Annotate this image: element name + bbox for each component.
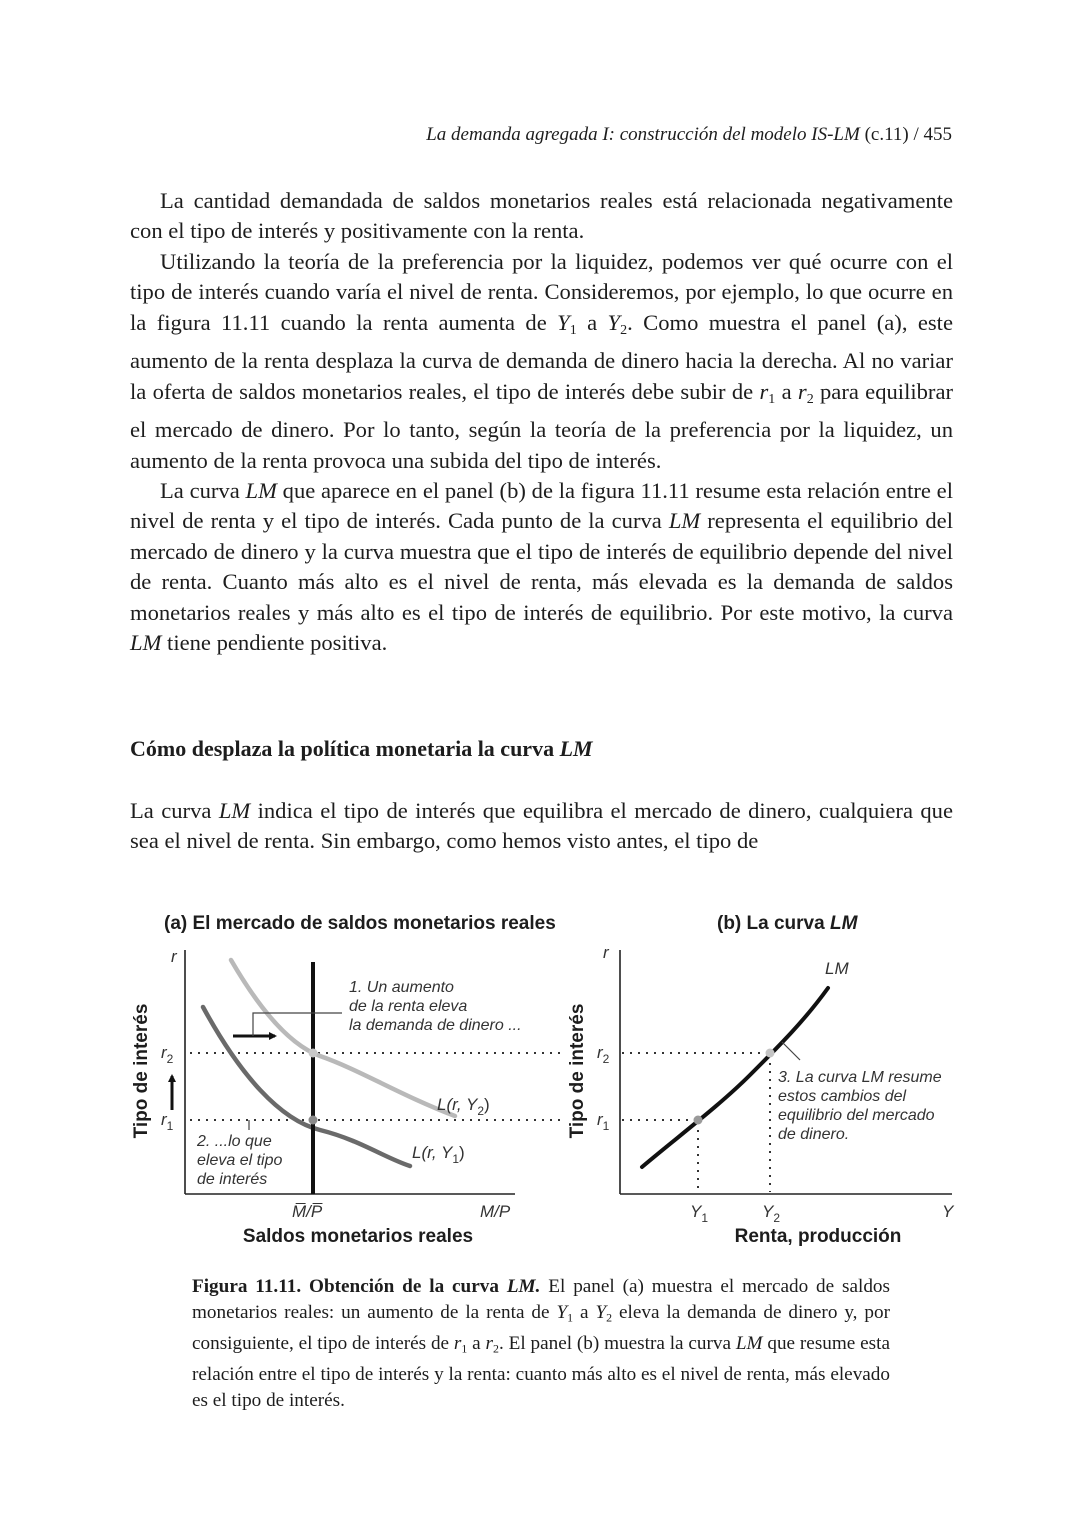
note-2: 2. ...lo que eleva el tipo de interés — [197, 1133, 283, 1188]
running-title: La demanda agregada I: construcción del modelo IS-LM — [426, 124, 860, 145]
note3-leader — [782, 1042, 800, 1060]
panel-b-y2-label: $Y_2$ — [762, 1202, 781, 1225]
chapter-ref: (c.11) — [864, 124, 909, 145]
equilibrium-point-1 — [309, 1116, 318, 1125]
panel-a-y-var: r — [171, 947, 177, 966]
lm-curve-label: LM — [825, 959, 849, 978]
page-number: 455 — [923, 124, 952, 145]
panel-a-y-title: Tipo de interés — [131, 1003, 152, 1139]
panel-a-title: (a) El mercado de saldos monetarios reales — [164, 913, 556, 934]
panel-b-y1-label: $Y_1$ — [690, 1202, 709, 1225]
panel-a-r1-label: $r_1$ — [161, 1110, 174, 1133]
body-text-block — [130, 186, 953, 659]
curve-y1-label: L(r, $Y_1$) — [412, 1143, 465, 1166]
lm-point-1 — [694, 1116, 703, 1125]
section-heading: Cómo desplaza la política monetaria la curva LM — [130, 736, 593, 761]
note-1: 1. Un aumento de la renta eleva la demanda de dinero ... — [349, 979, 522, 1034]
panel-b-r2-label: $r_2$ — [597, 1043, 610, 1066]
panel-a-x-title: Saldos monetarios reales — [242, 1226, 474, 1247]
note1-leader — [253, 1013, 342, 1036]
panel-b-x-var: Y — [942, 1202, 954, 1221]
supply-label: M̅/P̅ — [292, 1202, 323, 1221]
panel-b-y-title: Tipo de interés — [567, 1003, 588, 1139]
paragraph-2: Utilizando la teoría de la preferencia por la liquidez, podemos ver qué ocurre con el tipo de interés cuando varía el nivel de renta. Consideremos, por ejemplo, lo que ocurre en la figura 11.11 cuando la renta aumenta de $Y_1$ a $Y_2$. Como muestra el panel (a), este aumento de la renta desplaza la curva de demanda de dinero hacia la derecha. Al no variar la oferta de saldos monetarios reales, el tipo de interés debe subir de $r_1$ a $r_2$ para equilibrar el mercado de dinero. Por lo tanto, según la teoría de la preferencia por la liquidez, un aumento de la renta provoca una subida del tipo de interés. — [130, 248, 953, 473]
paragraph-1: La cantidad demandada de saldos monetarios reales está relacionada negativamente con el tipo de interés y positivamente con la renta. — [130, 188, 953, 244]
panel-b-r1-label: $r_1$ — [597, 1110, 610, 1133]
panel-a-x-var: M/P — [480, 1202, 511, 1221]
header-separator: / — [913, 124, 919, 145]
body-text-block-2 — [130, 796, 953, 857]
panel-a-r2-label: $r_2$ — [161, 1043, 174, 1066]
figure-caption: Figura 11.11. Obtención de la curva LM. El panel (a) muestra el mercado de saldos monetarios reales: un aumento de la renta de $Y_1$ a $Y_2$ eleva la demanda de dinero y, por consiguiente, el tipo de interés de $r_1$ a $r_2$. El panel (b) muestra la curva LM que resume esta relación entre el tipo de interés y la renta: cuanto más alto es el nivel de renta, más elevado es el tipo de interés. — [192, 1276, 890, 1411]
lm-point-2 — [766, 1049, 775, 1058]
running-header — [130, 124, 952, 146]
panel-b-title: (b) La curva LM — [717, 913, 858, 934]
curve-y2-label: L(r, $Y_2$) — [437, 1095, 490, 1118]
paragraph-3: La curva LM que aparece en el panel (b) de la figura 11.11 resume esta relación entre el nivel de renta y el tipo de interés. Cada punto de la curva LM representa el equilibrio del mercado de dinero y la curva muestra que el tipo de interés de equilibrio depende del nivel de renta. Cuanto más alto es el nivel de renta, más elevada es la demanda de saldos monetarios reales y más alto es el tipo de interés de equilibrio. Por este motivo, la curva LM tiene pendiente positiva. — [130, 478, 953, 656]
panel-b-y-var: r — [603, 943, 609, 962]
note-3: 3. La curva LM resume estos cambios del equilibrio del mercado de dinero. — [778, 1069, 942, 1143]
paragraph-4: La curva LM indica el tipo de interés que equilibra el mercado de dinero, cualquiera que sea el nivel de renta. Sin embargo, como hemos visto antes, el tipo de — [130, 798, 953, 854]
figure-11-11 — [0, 890, 1080, 1270]
panel-b-x-title: Renta, producción — [734, 1226, 902, 1247]
equilibrium-point-2 — [309, 1049, 318, 1058]
